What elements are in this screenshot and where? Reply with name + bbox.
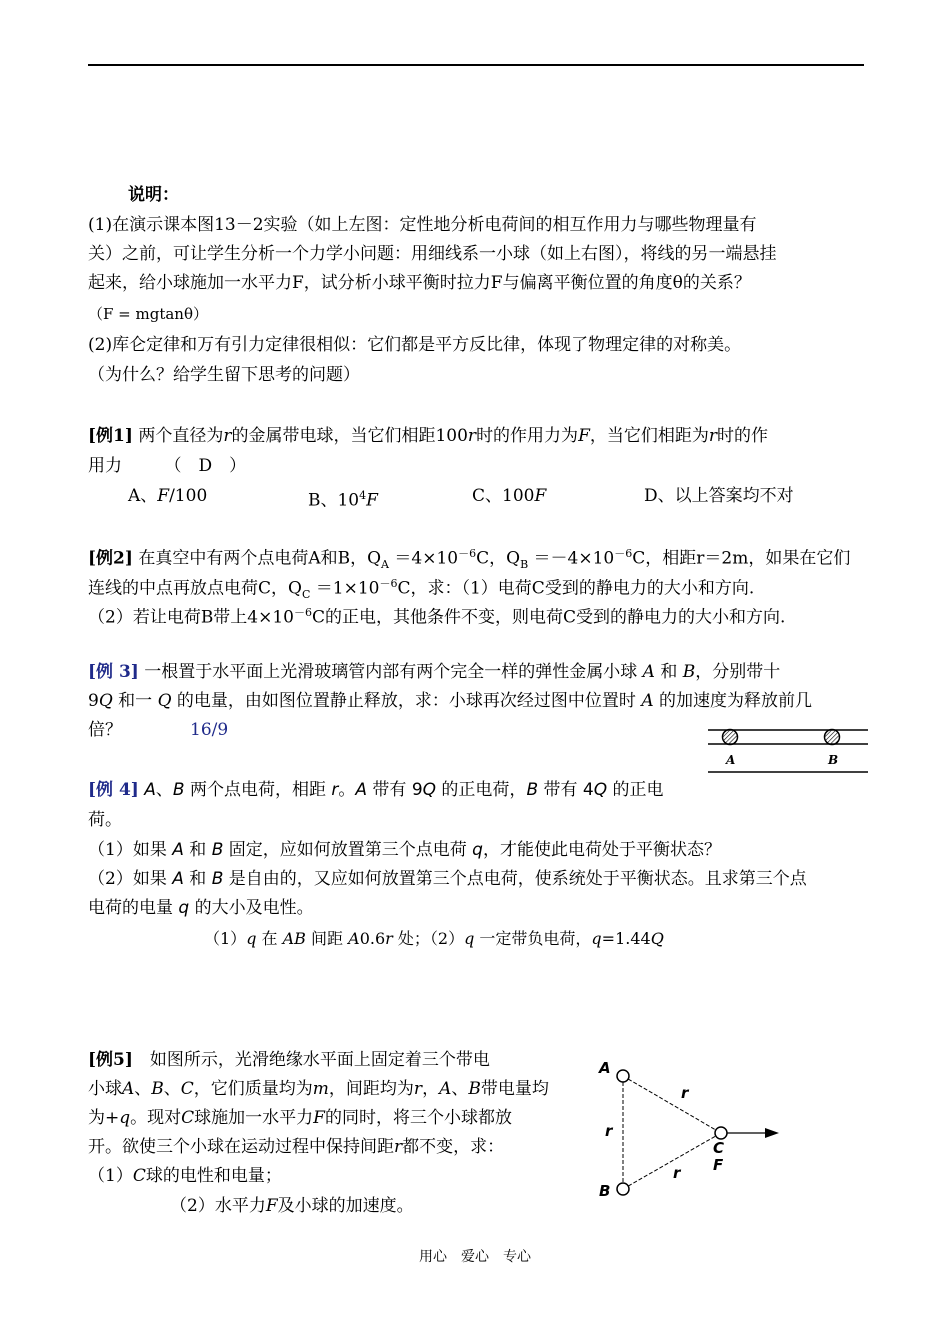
label-r-bottom: r bbox=[673, 1164, 681, 1182]
glass-tube-figure bbox=[708, 726, 868, 776]
label-r-top: r bbox=[681, 1084, 689, 1102]
force-arrow-head bbox=[765, 1128, 779, 1138]
ex4-line1: [例 4] A、B 两个点电荷，相距 r。A 带有 9Q 的正电荷，B 带有 4Q 的正电 bbox=[88, 780, 664, 800]
note-p2-line1: (2)库仑定律和万有引力定律很相似：它们都是平方反比律，体现了物理定律的对称美。 bbox=[88, 335, 742, 355]
ex5-line5: （1）C球的电性和电量； bbox=[88, 1166, 282, 1186]
label-b: B bbox=[599, 1182, 611, 1200]
label-c: C bbox=[713, 1139, 725, 1157]
ball-a bbox=[617, 1070, 629, 1082]
ball-b bbox=[617, 1183, 629, 1195]
ex5-line6: （2）水平力F及小球的加速度。 bbox=[170, 1196, 414, 1216]
ex2-line1: [例2] 在真空中有两个点电荷A和B，$Q_A =4\times 10^{-6}C$，$Q_B =-4\times 10^{-6}C$，相距r＝2m，如果在它们 bbox=[88, 547, 851, 572]
ex1-option-c: C、100F bbox=[472, 486, 547, 506]
label-r-left: r bbox=[605, 1122, 613, 1140]
note-p1-line1: (1)在演示课本图13－2实验（如上左图：定性地分析电荷间的相互作用力与哪些物理量有 bbox=[88, 215, 757, 235]
ex4-line2: 荷。 bbox=[88, 810, 122, 830]
ball-a-label: A bbox=[726, 753, 736, 767]
page-footer: 用心 爱心 专心 bbox=[419, 1249, 531, 1265]
side-a-c bbox=[623, 1076, 721, 1133]
ex4-line3: （1）如果 A 和 B 固定，应如何放置第三个点电荷 q，才能使此电荷处于平衡状态？ bbox=[88, 840, 721, 860]
ex5-line2: 小球A、B、C，它们质量均为m，间距均为r，A、B带电量均 bbox=[88, 1079, 549, 1099]
ex1-option-d: D、以上答案均不对 bbox=[644, 486, 794, 506]
note-p1-line4: （F = mgtanθ） bbox=[88, 305, 209, 323]
ex4-line5: 电荷的电量 q 的大小及电性。 bbox=[88, 898, 314, 918]
side-b-c bbox=[623, 1133, 721, 1189]
ex3-line1: [例 3] 一根置于水平面上光滑玻璃管内部有两个完全一样的弹性金属小球 A 和 B，分别带十 bbox=[88, 662, 781, 682]
ex4-label: [例 4] bbox=[88, 780, 139, 800]
label-a: A bbox=[599, 1059, 611, 1077]
ball-b-label: B bbox=[828, 753, 839, 767]
note-p2-line2: （为什么？给学生留下思考的问题） bbox=[88, 365, 360, 385]
ex2-line2: 连线的中点再放点电荷C，$Q_C =1\times 10^{-6}C$，求：（1）电荷C受到的静电力的大小和方向. bbox=[88, 577, 755, 602]
ex2-line3: （2）若让电荷B带上$4\times 10^{-6}C$的正电，其他条件不变，则电荷C受到的静电力的大小和方向. bbox=[88, 606, 786, 628]
ex1-label: [例1] bbox=[88, 426, 133, 446]
ex3-line2: 9Q 和一 Q 的电量，由如图位置静止释放，求：小球再次经过图中位置时 A 的加速度为释放前几 bbox=[88, 691, 813, 711]
note-p1-line3: 起来，给小球施加一水平力F，试分析小球平衡时拉力F与偏离平衡位置的角度θ的关系？ bbox=[88, 273, 751, 293]
ex5-line4: 开。欲使三个小球在运动过程中保持间距r都不变，求： bbox=[88, 1137, 505, 1157]
ball-b bbox=[825, 730, 840, 745]
ex1-line2: 用力 （ D ） bbox=[88, 456, 247, 476]
ex3-label: [例 3] bbox=[88, 662, 139, 682]
ex1-line1: [例1] 两个直径为r的金属带电球，当它们相距100r时的作用力为F，当它们相距为r时的作 bbox=[88, 426, 768, 446]
ball-a bbox=[723, 730, 738, 745]
ex5-line3: 为+q。现对C球施加一水平力F的同时，将三个小球都放 bbox=[88, 1108, 512, 1128]
ball-c bbox=[715, 1127, 727, 1139]
note-heading: 说明： bbox=[128, 185, 179, 205]
header-rule bbox=[88, 64, 864, 66]
ex4-answer: （1）q 在 AB 间距 A0.6r 处；（2）q 一定带负电荷，q=1.44Q bbox=[204, 929, 664, 948]
ex4-line4: （2）如果 A 和 B 是自由的，又应如何放置第三个点电荷，使系统处于平衡状态。且求第三个点 bbox=[88, 869, 807, 889]
ex1-option-a: A、F/100 bbox=[128, 486, 208, 506]
ex3-answer: 16/9 bbox=[190, 720, 229, 740]
ex3-line3: 倍？ bbox=[88, 720, 122, 740]
ex5-line1: [例5] 如图所示，光滑绝缘水平面上固定着三个带电 bbox=[88, 1050, 490, 1070]
label-f: F bbox=[713, 1156, 724, 1174]
ex5-label: [例5] bbox=[88, 1050, 133, 1070]
ex2-label: [例2] bbox=[88, 548, 133, 569]
triangle-figure bbox=[595, 1052, 795, 1212]
ex1-option-b: B、$10^4F$ bbox=[308, 489, 378, 511]
note-p1-line2: 关）之前，可让学生分析一个力学小问题：用细线系一小球（如上右图），将线的另一端悬挂 bbox=[88, 244, 777, 264]
